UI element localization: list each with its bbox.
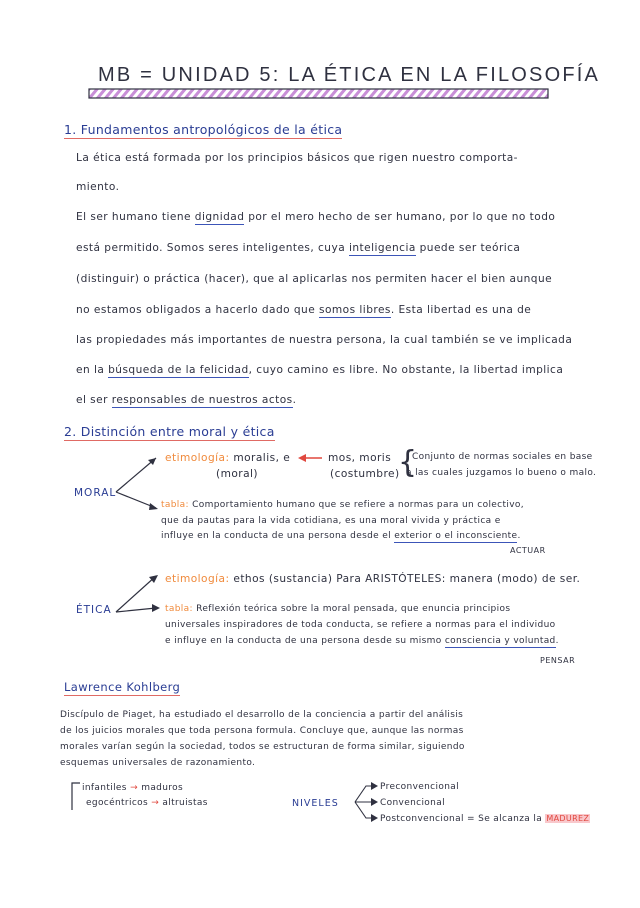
moral-root-gloss: (costumbre) — [330, 468, 400, 480]
paragraph-1-line-2: miento. — [76, 181, 120, 193]
paragraph-2-line-5: las propiedades más importantes de nuestra persona, la cual también se ve implicada — [76, 334, 573, 346]
stage-row-1: infantiles → maduros — [82, 783, 184, 793]
nivel-postconvencional: Postconvencional = Se alcanza la MADUREZ — [380, 814, 590, 824]
etica-etymology: etimología: ethos (sustancia) Para ARISTÓTELES: manera (modo) de ser. — [165, 573, 581, 585]
moral-definition-line-1: Conjunto de normas sociales en base — [412, 452, 593, 462]
moral-tabla-line-1: tabla: Comportamiento humano que se refiere a normas para un colectivo, — [161, 500, 524, 510]
paragraph-1-line-1: La ética está formada por los principios básicos que rigen nuestro comporta- — [76, 152, 518, 164]
kohlberg-line-2: de los juicios morales que toda persona formula. Concluye que, aunque las normas — [60, 726, 464, 736]
section-3-heading: Lawrence Kohlberg — [64, 680, 181, 694]
niveles-label: NIVELES — [292, 798, 339, 809]
moral-etymology-gloss: (moral) — [216, 468, 259, 480]
paragraph-2-line-1: El ser humano tiene dignidad por el mero hecho de ser humano, por lo que no todo — [76, 211, 556, 223]
etica-tabla-line-1: tabla: Reflexión teórica sobre la moral pensada, que enuncia principios — [165, 604, 511, 614]
kohlberg-line-3: morales varían según la sociedad, todos se estructuran de forma similar, siguiendo — [60, 742, 465, 752]
nivel-preconvencional: Preconvencional — [380, 782, 459, 792]
page-title: MB = UNIDAD 5: LA ÉTICA EN LA FILOSOFÍA — [98, 64, 601, 86]
paragraph-2-line-7: el ser responsables de nuestros actos. — [76, 394, 297, 406]
etica-tabla-line-3: e influye en la conducta de una persona desde su mismo consciencia y voluntad. — [165, 636, 559, 646]
paragraph-2-line-3: (distinguir) o práctica (hacer), que al aplicarlas nos permiten hacer el bien aunque — [76, 273, 553, 285]
section-1-heading: 1. Fundamentos antropológicos de la ética — [64, 122, 343, 137]
paragraph-2-line-6: en la búsqueda de la felicidad, cuyo camino es libre. No obstante, la libertad implica — [76, 364, 564, 376]
etica-label: ÉTICA — [76, 604, 112, 616]
section-2-heading: 2. Distinción entre moral y ética — [64, 424, 275, 439]
nivel-convencional: Convencional — [380, 798, 445, 808]
paragraph-2-line-2: está permitido. Somos seres inteligentes, cuya inteligencia puede ser teórica — [76, 242, 521, 254]
brace-icon: { — [398, 445, 418, 480]
title-striped-bar — [88, 88, 550, 100]
etica-branch-arrows — [112, 568, 170, 624]
moral-etymology: etimología: moralis, e — [165, 452, 291, 464]
moral-label: MORAL — [74, 487, 117, 499]
niveles-branch-arrows — [352, 780, 382, 824]
stage-row-2: egocéntricos → altruistas — [86, 798, 208, 808]
kohlberg-line-4: esquemas universales de razonamiento. — [60, 758, 256, 768]
moral-tabla-line-3: influye en la conducta de una persona desde el exterior o el inconsciente. — [161, 531, 521, 541]
moral-tabla-line-2: que da pautas para la vida cotidiana, es una moral vivida y práctica e — [161, 516, 501, 526]
moral-note-actuar: ACTUAR — [510, 546, 546, 555]
left-arrow-icon — [298, 452, 324, 464]
kohlberg-line-1: Discípulo de Piaget, ha estudiado el desarrollo de la conciencia a partir del análisis — [60, 710, 464, 720]
moral-definition-line-2: a las cuales juzgamos lo bueno o malo. — [406, 468, 597, 478]
etica-note-pensar: PENSAR — [540, 656, 576, 665]
paragraph-2-line-4: no estamos obligados a hacerlo dado que somos libres. Esta libertad es una de — [76, 304, 532, 316]
moral-root-word: mos, moris — [328, 452, 392, 464]
etica-tabla-line-2: universales inspiradores de toda conducta, se refiere a normas para el individuo — [165, 620, 556, 630]
